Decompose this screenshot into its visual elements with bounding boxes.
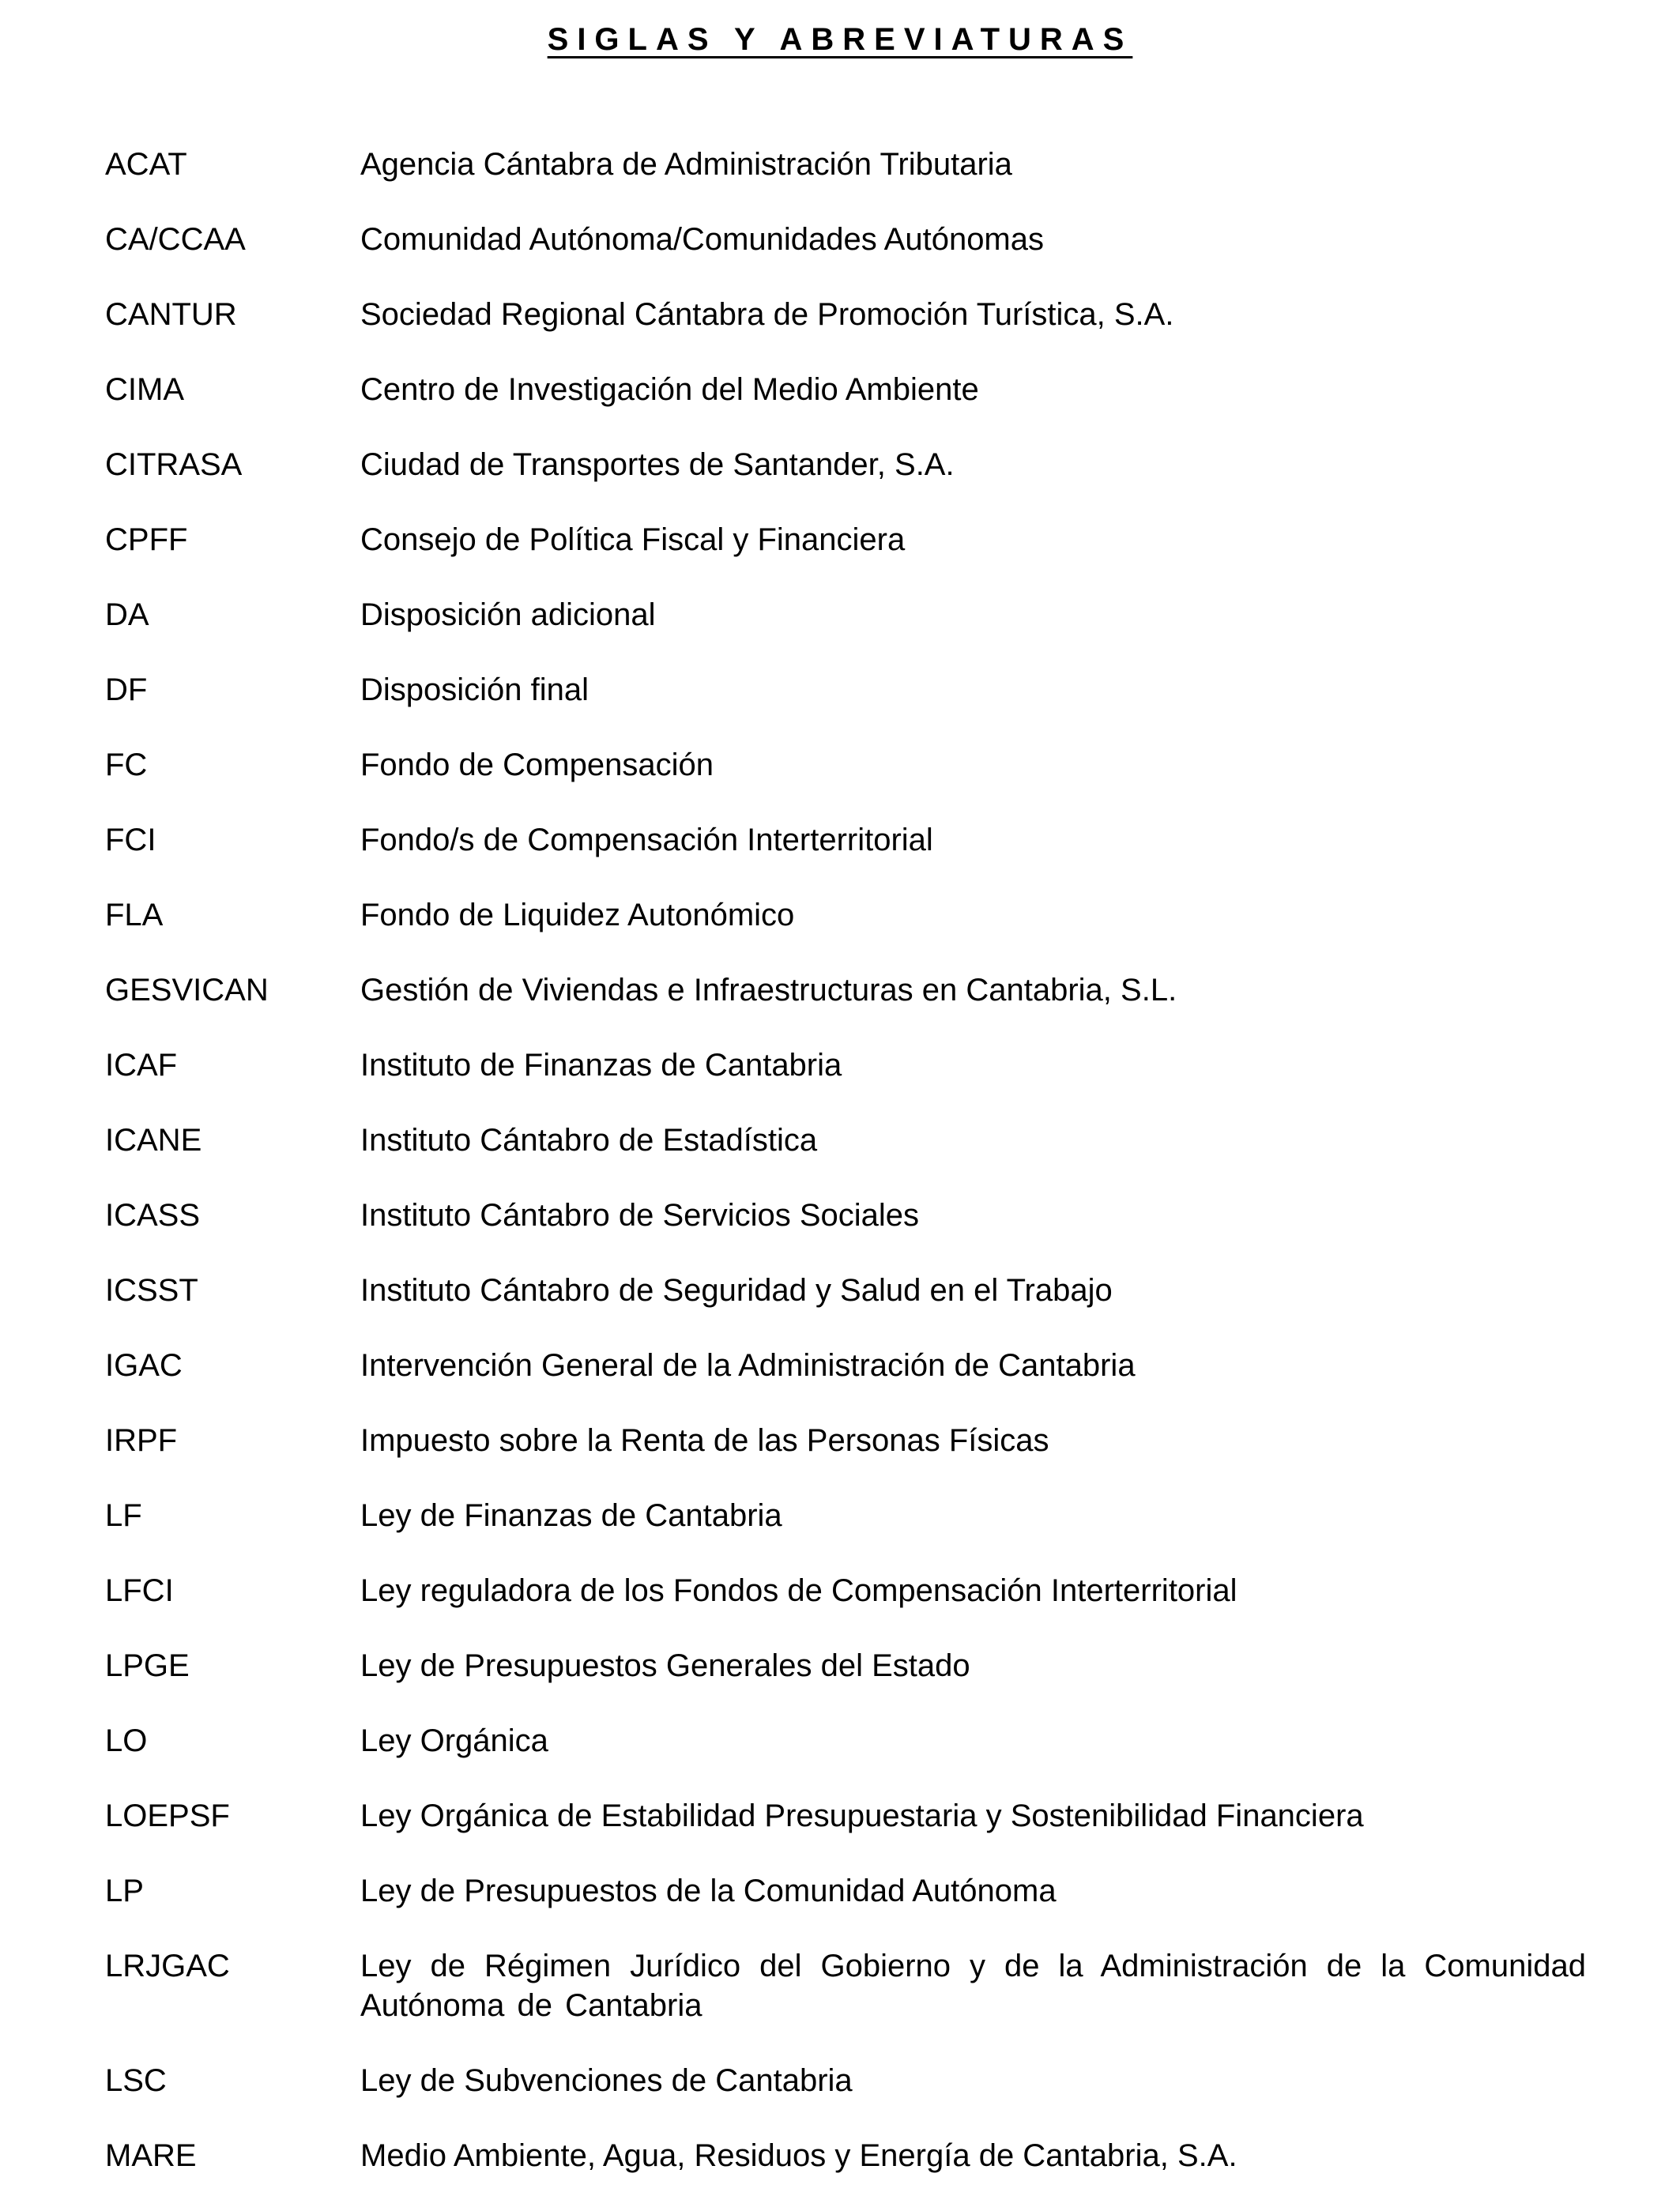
abbreviation: CIMA — [105, 372, 184, 407]
definition: Instituto de Finanzas de Cantabria — [360, 1048, 842, 1083]
list-item — [105, 1196, 1586, 1235]
list-item — [105, 1646, 1586, 1686]
abbreviation: LOEPSF — [105, 1799, 230, 1833]
abbreviation: FC — [105, 748, 148, 782]
list-item — [105, 445, 1586, 484]
definition: Sociedad Regional Cántabra de Promoción Turística, S.A. — [360, 297, 1174, 332]
abbreviation: DA — [105, 597, 149, 632]
abbreviation: CA/CCAA — [105, 222, 246, 257]
abbreviation: LO — [105, 1723, 148, 1758]
definition: Medio Ambiente, Agua, Residuos y Energía de Cantabria, S.A. — [360, 2138, 1237, 2173]
list-item — [105, 1045, 1586, 1085]
list-item — [105, 670, 1586, 710]
definition: Ley de Presupuestos de la Comunidad Autónoma — [360, 1874, 1057, 1908]
definition: Centro de Investigación del Medio Ambiente — [360, 372, 979, 407]
abbreviation-list — [105, 145, 1586, 2211]
abbreviation: FCI — [105, 823, 156, 857]
abbreviation: GESVICAN — [105, 973, 269, 1008]
list-item — [105, 1871, 1586, 1911]
definition: Fondo/s de Compensación Interterritorial — [360, 823, 933, 857]
abbreviation: LSC — [105, 2063, 167, 2098]
abbreviation: ICASS — [105, 1198, 201, 1233]
list-item — [105, 1271, 1586, 1310]
abbreviation: CPFF — [105, 522, 188, 557]
definition: Ley Orgánica de Estabilidad Presupuestaria y Sostenibilidad Financiera — [360, 1799, 1364, 1833]
list-item — [105, 1421, 1586, 1460]
abbreviation: IGAC — [105, 1348, 183, 1383]
list-item — [105, 145, 1586, 184]
definition: Impuesto sobre la Renta de las Personas Físicas — [360, 1423, 1049, 1458]
abbreviation: LPGE — [105, 1648, 190, 1683]
list-item — [105, 745, 1586, 785]
list-item — [105, 895, 1586, 935]
abbreviation: MARE — [105, 2138, 197, 2173]
definition: Instituto Cántabro de Estadística — [360, 1123, 818, 1158]
list-item — [105, 520, 1586, 559]
definition: Ley Orgánica — [360, 1723, 548, 1758]
definition: Ley de Finanzas de Cantabria — [360, 1498, 782, 1533]
abbreviation: ICANE — [105, 1123, 202, 1158]
definition: Ley reguladora de los Fondos de Compensación Interterritorial — [360, 1573, 1237, 1608]
definition: Ley de Régimen Jurídico del Gobierno y de la Administración de la Comunidad Autónoma de Cantabria — [360, 1949, 1586, 2023]
list-item — [105, 220, 1586, 259]
list-item — [105, 970, 1586, 1010]
abbreviation: CANTUR — [105, 297, 237, 332]
definition: Agencia Cántabra de Administración Tributaria — [360, 147, 1012, 182]
definition: Consejo de Política Fiscal y Financiera — [360, 522, 906, 557]
list-item — [105, 1796, 1586, 1836]
abbreviation: LFCI — [105, 1573, 174, 1608]
abbreviation: ICSST — [105, 1273, 198, 1308]
list-item — [105, 1946, 1586, 2025]
definition: Ley de Presupuestos Generales del Estado — [360, 1648, 970, 1683]
definition: Intervención General de la Administración de Cantabria — [360, 1348, 1136, 1383]
abbreviation: DF — [105, 672, 148, 707]
definition: Fondo de Liquidez Autonómico — [360, 898, 795, 932]
definition: Disposición final — [360, 672, 590, 707]
abbreviation: LP — [105, 1874, 144, 1908]
abbreviation: LRJGAC — [105, 1949, 230, 1983]
abbreviation: IRPF — [105, 1423, 178, 1458]
list-item — [105, 2136, 1586, 2175]
definition: Ley de Subvenciones de Cantabria — [360, 2063, 853, 2098]
abbreviation: ICAF — [105, 1048, 178, 1083]
definition: Instituto Cántabro de Servicios Sociales — [360, 1198, 920, 1233]
list-item — [105, 1721, 1586, 1761]
list-item — [105, 370, 1586, 409]
definition: Ciudad de Transportes de Santander, S.A. — [360, 447, 955, 482]
definition: Gestión de Viviendas e Infraestructuras en Cantabria, S.L. — [360, 973, 1177, 1008]
definition: Comunidad Autónoma/Comunidades Autónomas — [360, 222, 1044, 257]
definition: Fondo de Compensación — [360, 748, 714, 782]
definition: Instituto Cántabro de Seguridad y Salud en el Trabajo — [360, 1273, 1113, 1308]
abbreviation: CITRASA — [105, 447, 243, 482]
abbreviation: LF — [105, 1498, 142, 1533]
list-item — [105, 595, 1586, 635]
list-item — [105, 1346, 1586, 1385]
list-item — [105, 295, 1586, 334]
list-item — [105, 1496, 1586, 1535]
definition: Disposición adicional — [360, 597, 656, 632]
abbreviation: FLA — [105, 898, 164, 932]
list-item — [105, 820, 1586, 860]
list-item — [105, 1121, 1586, 1160]
list-item — [105, 2061, 1586, 2100]
list-item — [105, 1571, 1586, 1610]
abbreviation: ACAT — [105, 147, 187, 182]
page-title: SIGLAS Y ABREVIATURAS — [547, 22, 1133, 57]
